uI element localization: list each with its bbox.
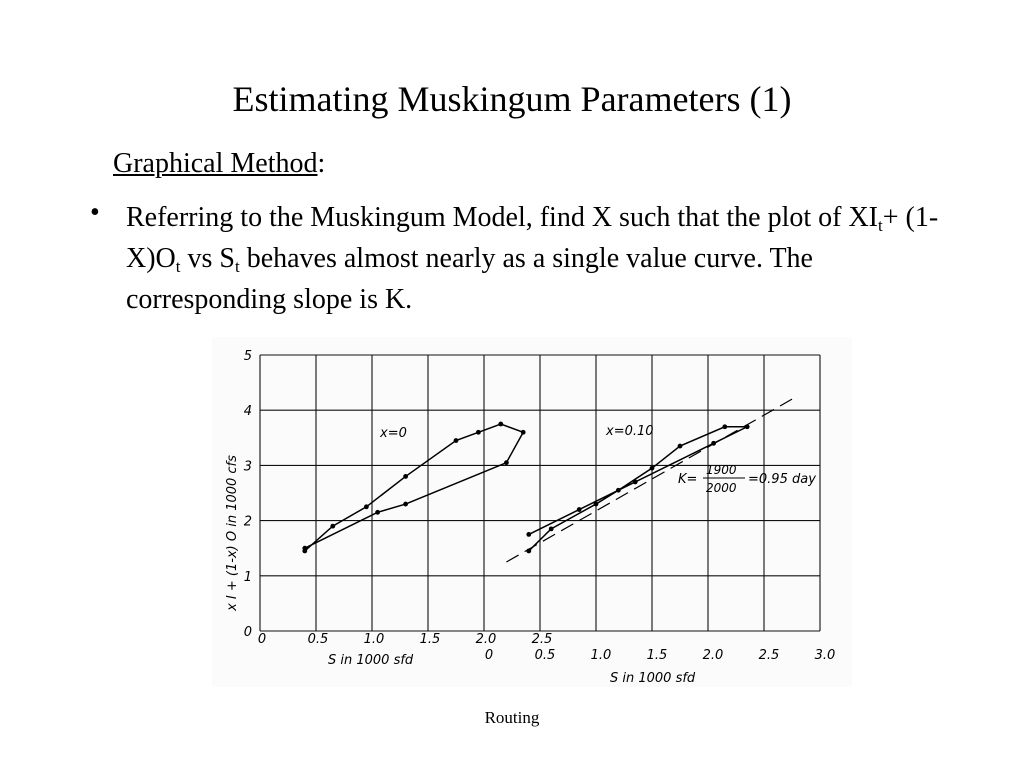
data-point — [403, 474, 408, 479]
x-tick-label-bottom: 2.5 — [758, 648, 780, 663]
x-tick-label-top: 0.5 — [307, 632, 329, 647]
x-tick-label-top: 2.0 — [475, 632, 497, 647]
subheading-colon: : — [317, 148, 326, 179]
subscript-t: t — [175, 257, 181, 276]
y-tick-label: 2 — [243, 514, 252, 530]
subscript-t: t — [878, 216, 883, 235]
y-axis-label: x I + (1-x) O in 1000 cfs — [225, 455, 240, 611]
data-point — [504, 460, 509, 465]
bullet-text-part: Referring to the Muskingum Model, find X such that the plot of XI — [126, 202, 878, 233]
x-tick-label-top: 1.5 — [419, 632, 441, 647]
bullet-text-part: behaves almost nearly as a single value curve. The corresponding slope is K. — [126, 243, 813, 315]
data-point — [330, 524, 335, 529]
muskingum-chart — [212, 337, 852, 687]
x-axis-label-top: S in 1000 sfd — [328, 653, 414, 668]
x-tick-label-bottom: 1.0 — [590, 648, 612, 663]
k-label: K= — [678, 472, 698, 487]
y-tick-label: 0 — [243, 625, 252, 640]
data-point — [521, 430, 526, 435]
data-point — [454, 438, 459, 443]
data-point — [549, 526, 554, 531]
data-point — [616, 488, 621, 493]
series-line-0 — [305, 424, 523, 551]
x-tick-label-bottom: 2.0 — [702, 648, 724, 663]
data-point — [476, 430, 481, 435]
x-tick-label-bottom: 0 — [484, 648, 494, 663]
bullet-text-part: + (1-X)O — [126, 202, 939, 274]
x-tick-label-top: 1.0 — [363, 632, 385, 647]
data-point — [498, 422, 503, 427]
slide-title: Estimating Muskingum Parameters (1) — [232, 79, 792, 119]
k-denominator: 2000 — [706, 481, 737, 495]
subscript-t: t — [234, 257, 240, 276]
y-tick-label: 3 — [243, 459, 252, 475]
bullet-text-part: vs S — [180, 243, 235, 274]
x-tick-label-bottom: 1.5 — [646, 648, 668, 663]
data-point — [722, 424, 727, 429]
k-numerator: 1900 — [706, 463, 737, 477]
data-point — [364, 504, 369, 509]
x-axis-label-bottom: S in 1000 sfd — [610, 671, 696, 686]
x-tick-label-top: 2.5 — [531, 632, 553, 647]
data-point — [526, 532, 531, 537]
data-point — [577, 507, 582, 512]
data-point — [302, 546, 307, 551]
data-point — [375, 510, 380, 515]
data-point — [633, 480, 638, 485]
y-tick-label: 1 — [243, 569, 252, 585]
y-tick-label: 5 — [243, 349, 252, 364]
x-tick-label-top: 0 — [257, 632, 267, 647]
data-point — [594, 502, 599, 507]
bullet-marker: • — [90, 197, 100, 228]
data-point — [650, 466, 655, 471]
muskingum-figure — [212, 337, 852, 687]
x-tick-label-bottom: 0.5 — [534, 648, 556, 663]
footer: Routing — [484, 708, 540, 727]
series-label-x0: x=0 — [380, 426, 407, 441]
subheading-label: Graphical Method — [113, 148, 318, 179]
bullet-text — [126, 197, 966, 320]
y-tick-label: 4 — [243, 404, 252, 420]
x-tick-label-bottom: 3.0 — [814, 648, 836, 663]
series-label-x010: x=0.10 — [606, 424, 654, 439]
subheading — [113, 148, 325, 180]
k-value: =0.95 day — [748, 472, 816, 487]
data-point — [678, 444, 683, 449]
data-point — [403, 502, 408, 507]
